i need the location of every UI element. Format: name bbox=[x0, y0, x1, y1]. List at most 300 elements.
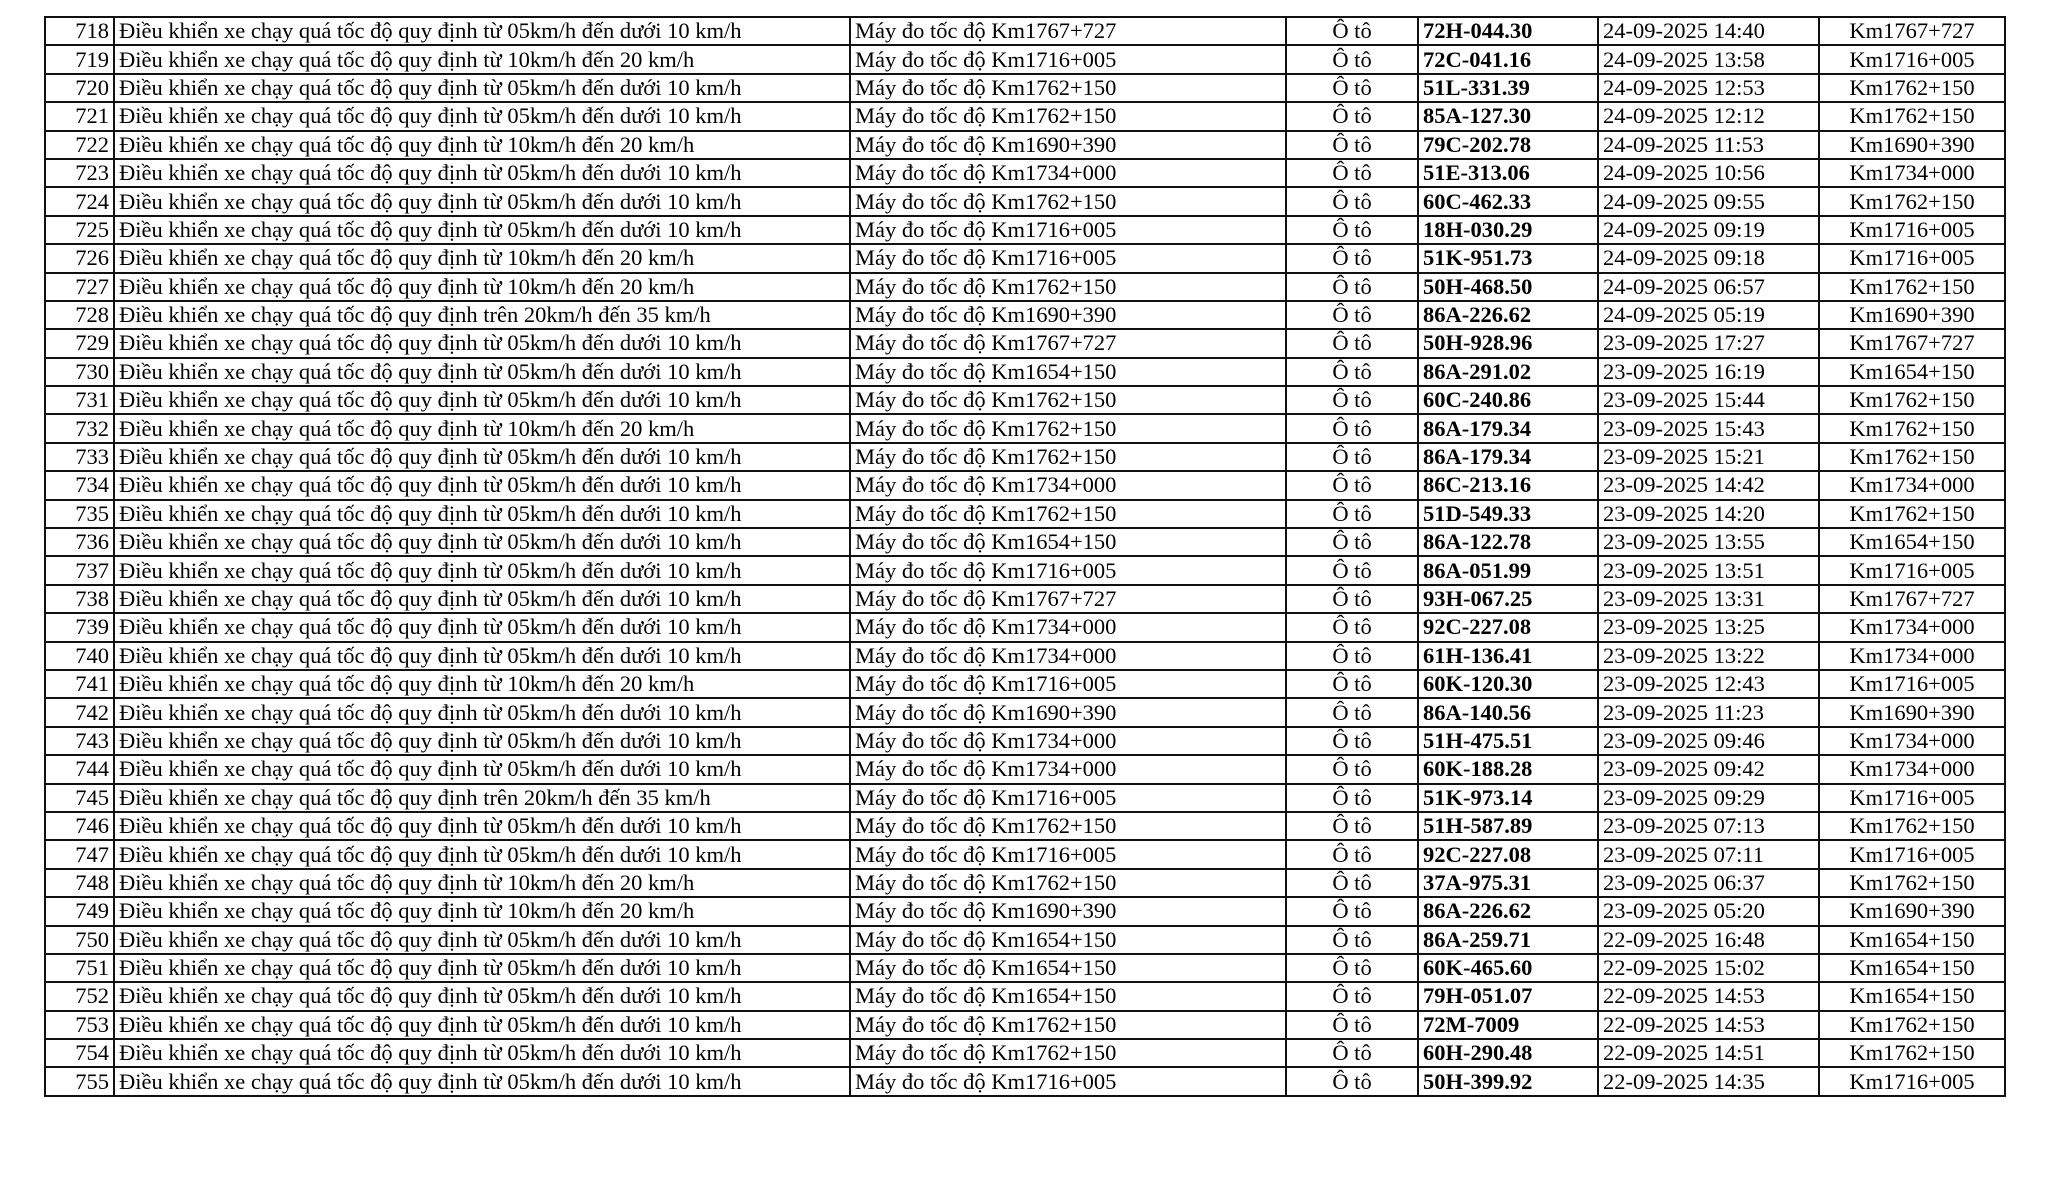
license-plate: 86A-179.34 bbox=[1418, 414, 1598, 442]
violation-location: Km1767+727 bbox=[1819, 329, 2005, 357]
table-row bbox=[45, 74, 2005, 102]
detection-device: Máy đo tốc độ Km1762+150 bbox=[850, 443, 1286, 471]
violation-description: Điều khiển xe chạy quá tốc độ quy định từ 05km/h đến dưới 10 km/h bbox=[114, 1067, 850, 1095]
violation-time: 23-09-2025 16:19 bbox=[1598, 358, 1819, 386]
detection-device: Máy đo tốc độ Km1716+005 bbox=[850, 840, 1286, 868]
violation-location: Km1762+150 bbox=[1819, 386, 2005, 414]
violation-location: Km1767+727 bbox=[1819, 17, 2005, 45]
detection-device: Máy đo tốc độ Km1762+150 bbox=[850, 1011, 1286, 1039]
license-plate: 86A-226.62 bbox=[1418, 897, 1598, 925]
license-plate: 79C-202.78 bbox=[1418, 131, 1598, 159]
table-row bbox=[45, 812, 2005, 840]
row-number: 752 bbox=[45, 982, 114, 1010]
vehicle-type: Ô tô bbox=[1286, 244, 1418, 272]
table-row bbox=[45, 187, 2005, 215]
table-row bbox=[45, 727, 2005, 755]
table-row bbox=[45, 159, 2005, 187]
violation-location: Km1654+150 bbox=[1819, 954, 2005, 982]
violation-location: Km1734+000 bbox=[1819, 642, 2005, 670]
violation-location: Km1716+005 bbox=[1819, 784, 2005, 812]
table-row bbox=[45, 500, 2005, 528]
row-number: 751 bbox=[45, 954, 114, 982]
violation-description: Điều khiển xe chạy quá tốc độ quy định từ 05km/h đến dưới 10 km/h bbox=[114, 102, 850, 130]
row-number: 726 bbox=[45, 244, 114, 272]
table-row bbox=[45, 358, 2005, 386]
violation-location: Km1762+150 bbox=[1819, 869, 2005, 897]
violation-description: Điều khiển xe chạy quá tốc độ quy định từ 05km/h đến dưới 10 km/h bbox=[114, 500, 850, 528]
vehicle-type: Ô tô bbox=[1286, 216, 1418, 244]
violation-time: 23-09-2025 09:42 bbox=[1598, 755, 1819, 783]
table-row bbox=[45, 840, 2005, 868]
detection-device: Máy đo tốc độ Km1654+150 bbox=[850, 954, 1286, 982]
license-plate: 51E-313.06 bbox=[1418, 159, 1598, 187]
violation-location: Km1762+150 bbox=[1819, 187, 2005, 215]
table-row bbox=[45, 386, 2005, 414]
table-row bbox=[45, 642, 2005, 670]
vehicle-type: Ô tô bbox=[1286, 869, 1418, 897]
row-number: 740 bbox=[45, 642, 114, 670]
detection-device: Máy đo tốc độ Km1716+005 bbox=[850, 784, 1286, 812]
violation-time: 23-09-2025 13:22 bbox=[1598, 642, 1819, 670]
violation-time: 23-09-2025 13:55 bbox=[1598, 528, 1819, 556]
violation-description: Điều khiển xe chạy quá tốc độ quy định từ 10km/h đến 20 km/h bbox=[114, 869, 850, 897]
violation-location: Km1690+390 bbox=[1819, 131, 2005, 159]
vehicle-type: Ô tô bbox=[1286, 954, 1418, 982]
detection-device: Máy đo tốc độ Km1690+390 bbox=[850, 698, 1286, 726]
row-number: 749 bbox=[45, 897, 114, 925]
vehicle-type: Ô tô bbox=[1286, 698, 1418, 726]
table-row bbox=[45, 273, 2005, 301]
violation-time: 22-09-2025 14:53 bbox=[1598, 1011, 1819, 1039]
table-body bbox=[45, 17, 2005, 1096]
row-number: 744 bbox=[45, 755, 114, 783]
vehicle-type: Ô tô bbox=[1286, 926, 1418, 954]
violation-time: 24-09-2025 06:57 bbox=[1598, 273, 1819, 301]
violation-location: Km1716+005 bbox=[1819, 216, 2005, 244]
detection-device: Máy đo tốc độ Km1762+150 bbox=[850, 273, 1286, 301]
license-plate: 60K-465.60 bbox=[1418, 954, 1598, 982]
row-number: 729 bbox=[45, 329, 114, 357]
violation-description: Điều khiển xe chạy quá tốc độ quy định từ 05km/h đến dưới 10 km/h bbox=[114, 926, 850, 954]
table-row bbox=[45, 244, 2005, 272]
table-row bbox=[45, 897, 2005, 925]
violation-time: 23-09-2025 13:31 bbox=[1598, 585, 1819, 613]
vehicle-type: Ô tô bbox=[1286, 443, 1418, 471]
vehicle-type: Ô tô bbox=[1286, 1011, 1418, 1039]
license-plate: 60K-188.28 bbox=[1418, 755, 1598, 783]
table-row bbox=[45, 1011, 2005, 1039]
violation-time: 23-09-2025 14:42 bbox=[1598, 471, 1819, 499]
violation-description: Điều khiển xe chạy quá tốc độ quy định từ 05km/h đến dưới 10 km/h bbox=[114, 812, 850, 840]
table-row bbox=[45, 613, 2005, 641]
violation-location: Km1654+150 bbox=[1819, 358, 2005, 386]
violation-time: 23-09-2025 11:23 bbox=[1598, 698, 1819, 726]
violation-description: Điều khiển xe chạy quá tốc độ quy định từ 05km/h đến dưới 10 km/h bbox=[114, 216, 850, 244]
license-plate: 51H-587.89 bbox=[1418, 812, 1598, 840]
violation-location: Km1762+150 bbox=[1819, 74, 2005, 102]
vehicle-type: Ô tô bbox=[1286, 1067, 1418, 1095]
row-number: 738 bbox=[45, 585, 114, 613]
violation-description: Điều khiển xe chạy quá tốc độ quy định từ 05km/h đến dưới 10 km/h bbox=[114, 329, 850, 357]
violation-description: Điều khiển xe chạy quá tốc độ quy định từ 05km/h đến dưới 10 km/h bbox=[114, 755, 850, 783]
license-plate: 86A-226.62 bbox=[1418, 301, 1598, 329]
violation-location: Km1654+150 bbox=[1819, 926, 2005, 954]
violation-location: Km1734+000 bbox=[1819, 159, 2005, 187]
violation-location: Km1734+000 bbox=[1819, 471, 2005, 499]
violation-description: Điều khiển xe chạy quá tốc độ quy định từ 05km/h đến dưới 10 km/h bbox=[114, 698, 850, 726]
row-number: 754 bbox=[45, 1039, 114, 1067]
vehicle-type: Ô tô bbox=[1286, 727, 1418, 755]
license-plate: 86A-051.99 bbox=[1418, 556, 1598, 584]
violation-time: 23-09-2025 07:13 bbox=[1598, 812, 1819, 840]
violation-description: Điều khiển xe chạy quá tốc độ quy định từ 10km/h đến 20 km/h bbox=[114, 273, 850, 301]
license-plate: 92C-227.08 bbox=[1418, 613, 1598, 641]
row-number: 742 bbox=[45, 698, 114, 726]
violation-location: Km1690+390 bbox=[1819, 301, 2005, 329]
detection-device: Máy đo tốc độ Km1654+150 bbox=[850, 926, 1286, 954]
detection-device: Máy đo tốc độ Km1690+390 bbox=[850, 301, 1286, 329]
vehicle-type: Ô tô bbox=[1286, 1039, 1418, 1067]
violation-time: 24-09-2025 12:53 bbox=[1598, 74, 1819, 102]
table-row bbox=[45, 329, 2005, 357]
violation-description: Điều khiển xe chạy quá tốc độ quy định từ 05km/h đến dưới 10 km/h bbox=[114, 74, 850, 102]
violation-time: 23-09-2025 13:25 bbox=[1598, 613, 1819, 641]
row-number: 735 bbox=[45, 500, 114, 528]
table-row bbox=[45, 585, 2005, 613]
vehicle-type: Ô tô bbox=[1286, 528, 1418, 556]
detection-device: Máy đo tốc độ Km1762+150 bbox=[850, 500, 1286, 528]
detection-device: Máy đo tốc độ Km1762+150 bbox=[850, 102, 1286, 130]
violation-description: Điều khiển xe chạy quá tốc độ quy định từ 05km/h đến dưới 10 km/h bbox=[114, 386, 850, 414]
violation-time: 23-09-2025 15:43 bbox=[1598, 414, 1819, 442]
vehicle-type: Ô tô bbox=[1286, 755, 1418, 783]
violation-time: 23-09-2025 14:20 bbox=[1598, 500, 1819, 528]
vehicle-type: Ô tô bbox=[1286, 358, 1418, 386]
vehicle-type: Ô tô bbox=[1286, 613, 1418, 641]
violation-time: 23-09-2025 17:27 bbox=[1598, 329, 1819, 357]
row-number: 755 bbox=[45, 1067, 114, 1095]
violation-description: Điều khiển xe chạy quá tốc độ quy định từ 05km/h đến dưới 10 km/h bbox=[114, 358, 850, 386]
license-plate: 86A-291.02 bbox=[1418, 358, 1598, 386]
violation-description: Điều khiển xe chạy quá tốc độ quy định từ 10km/h đến 20 km/h bbox=[114, 45, 850, 73]
detection-device: Máy đo tốc độ Km1716+005 bbox=[850, 216, 1286, 244]
vehicle-type: Ô tô bbox=[1286, 45, 1418, 73]
table-row bbox=[45, 869, 2005, 897]
vehicle-type: Ô tô bbox=[1286, 187, 1418, 215]
violation-description: Điều khiển xe chạy quá tốc độ quy định từ 05km/h đến dưới 10 km/h bbox=[114, 159, 850, 187]
vehicle-type: Ô tô bbox=[1286, 585, 1418, 613]
violation-location: Km1734+000 bbox=[1819, 727, 2005, 755]
license-plate: 51H-475.51 bbox=[1418, 727, 1598, 755]
violation-time: 24-09-2025 12:12 bbox=[1598, 102, 1819, 130]
violation-description: Điều khiển xe chạy quá tốc độ quy định từ 10km/h đến 20 km/h bbox=[114, 670, 850, 698]
row-number: 733 bbox=[45, 443, 114, 471]
license-plate: 86A-179.34 bbox=[1418, 443, 1598, 471]
violation-description: Điều khiển xe chạy quá tốc độ quy định từ 05km/h đến dưới 10 km/h bbox=[114, 187, 850, 215]
detection-device: Máy đo tốc độ Km1716+005 bbox=[850, 244, 1286, 272]
violation-description: Điều khiển xe chạy quá tốc độ quy định từ 05km/h đến dưới 10 km/h bbox=[114, 1011, 850, 1039]
license-plate: 50H-399.92 bbox=[1418, 1067, 1598, 1095]
table-row bbox=[45, 414, 2005, 442]
violation-description: Điều khiển xe chạy quá tốc độ quy định từ 05km/h đến dưới 10 km/h bbox=[114, 443, 850, 471]
row-number: 724 bbox=[45, 187, 114, 215]
violation-description: Điều khiển xe chạy quá tốc độ quy định từ 10km/h đến 20 km/h bbox=[114, 131, 850, 159]
row-number: 722 bbox=[45, 131, 114, 159]
row-number: 748 bbox=[45, 869, 114, 897]
vehicle-type: Ô tô bbox=[1286, 840, 1418, 868]
row-number: 736 bbox=[45, 528, 114, 556]
violation-time: 22-09-2025 14:35 bbox=[1598, 1067, 1819, 1095]
row-number: 718 bbox=[45, 17, 114, 45]
violation-time: 23-09-2025 07:11 bbox=[1598, 840, 1819, 868]
violation-time: 23-09-2025 09:46 bbox=[1598, 727, 1819, 755]
vehicle-type: Ô tô bbox=[1286, 159, 1418, 187]
detection-device: Máy đo tốc độ Km1734+000 bbox=[850, 642, 1286, 670]
detection-device: Máy đo tốc độ Km1734+000 bbox=[850, 471, 1286, 499]
violation-description: Điều khiển xe chạy quá tốc độ quy định từ 10km/h đến 20 km/h bbox=[114, 897, 850, 925]
detection-device: Máy đo tốc độ Km1762+150 bbox=[850, 1039, 1286, 1067]
license-plate: 92C-227.08 bbox=[1418, 840, 1598, 868]
row-number: 731 bbox=[45, 386, 114, 414]
row-number: 737 bbox=[45, 556, 114, 584]
violation-location: Km1716+005 bbox=[1819, 670, 2005, 698]
row-number: 734 bbox=[45, 471, 114, 499]
detection-device: Máy đo tốc độ Km1767+727 bbox=[850, 17, 1286, 45]
detection-device: Máy đo tốc độ Km1716+005 bbox=[850, 670, 1286, 698]
violation-location: Km1762+150 bbox=[1819, 443, 2005, 471]
row-number: 727 bbox=[45, 273, 114, 301]
vehicle-type: Ô tô bbox=[1286, 670, 1418, 698]
table-row bbox=[45, 784, 2005, 812]
table-row bbox=[45, 301, 2005, 329]
violation-time: 24-09-2025 05:19 bbox=[1598, 301, 1819, 329]
violation-description: Điều khiển xe chạy quá tốc độ quy định từ 05km/h đến dưới 10 km/h bbox=[114, 613, 850, 641]
license-plate: 60H-290.48 bbox=[1418, 1039, 1598, 1067]
vehicle-type: Ô tô bbox=[1286, 273, 1418, 301]
detection-device: Máy đo tốc độ Km1767+727 bbox=[850, 329, 1286, 357]
violation-location: Km1734+000 bbox=[1819, 613, 2005, 641]
violation-time: 24-09-2025 13:58 bbox=[1598, 45, 1819, 73]
violation-location: Km1690+390 bbox=[1819, 698, 2005, 726]
violation-location: Km1762+150 bbox=[1819, 1011, 2005, 1039]
vehicle-type: Ô tô bbox=[1286, 131, 1418, 159]
detection-device: Máy đo tốc độ Km1762+150 bbox=[850, 187, 1286, 215]
violation-location: Km1716+005 bbox=[1819, 244, 2005, 272]
detection-device: Máy đo tốc độ Km1716+005 bbox=[850, 556, 1286, 584]
violation-location: Km1716+005 bbox=[1819, 1067, 2005, 1095]
vehicle-type: Ô tô bbox=[1286, 329, 1418, 357]
vehicle-type: Ô tô bbox=[1286, 982, 1418, 1010]
violation-location: Km1762+150 bbox=[1819, 500, 2005, 528]
row-number: 728 bbox=[45, 301, 114, 329]
violation-description: Điều khiển xe chạy quá tốc độ quy định từ 05km/h đến dưới 10 km/h bbox=[114, 528, 850, 556]
violation-time: 24-09-2025 11:53 bbox=[1598, 131, 1819, 159]
row-number: 721 bbox=[45, 102, 114, 130]
violation-time: 23-09-2025 15:21 bbox=[1598, 443, 1819, 471]
license-plate: 86C-213.16 bbox=[1418, 471, 1598, 499]
detection-device: Máy đo tốc độ Km1734+000 bbox=[850, 159, 1286, 187]
violation-description: Điều khiển xe chạy quá tốc độ quy định từ 05km/h đến dưới 10 km/h bbox=[114, 982, 850, 1010]
table-row bbox=[45, 556, 2005, 584]
violation-time: 24-09-2025 09:19 bbox=[1598, 216, 1819, 244]
license-plate: 50H-928.96 bbox=[1418, 329, 1598, 357]
table-row bbox=[45, 926, 2005, 954]
table-row bbox=[45, 471, 2005, 499]
table-row bbox=[45, 45, 2005, 73]
table-row bbox=[45, 982, 2005, 1010]
license-plate: 60C-240.86 bbox=[1418, 386, 1598, 414]
table-row bbox=[45, 17, 2005, 45]
violation-time: 23-09-2025 13:51 bbox=[1598, 556, 1819, 584]
violation-description: Điều khiển xe chạy quá tốc độ quy định từ 05km/h đến dưới 10 km/h bbox=[114, 954, 850, 982]
detection-device: Máy đo tốc độ Km1762+150 bbox=[850, 812, 1286, 840]
table-row bbox=[45, 216, 2005, 244]
detection-device: Máy đo tốc độ Km1762+150 bbox=[850, 74, 1286, 102]
violation-description: Điều khiển xe chạy quá tốc độ quy định từ 05km/h đến dưới 10 km/h bbox=[114, 585, 850, 613]
table-row bbox=[45, 670, 2005, 698]
violation-description: Điều khiển xe chạy quá tốc độ quy định trên 20km/h đến 35 km/h bbox=[114, 301, 850, 329]
detection-device: Máy đo tốc độ Km1762+150 bbox=[850, 869, 1286, 897]
violation-location: Km1762+150 bbox=[1819, 414, 2005, 442]
row-number: 719 bbox=[45, 45, 114, 73]
vehicle-type: Ô tô bbox=[1286, 414, 1418, 442]
violation-description: Điều khiển xe chạy quá tốc độ quy định từ 05km/h đến dưới 10 km/h bbox=[114, 727, 850, 755]
vehicle-type: Ô tô bbox=[1286, 17, 1418, 45]
table-row bbox=[45, 131, 2005, 159]
row-number: 723 bbox=[45, 159, 114, 187]
violation-description: Điều khiển xe chạy quá tốc độ quy định từ 05km/h đến dưới 10 km/h bbox=[114, 556, 850, 584]
table-row bbox=[45, 528, 2005, 556]
violation-location: Km1716+005 bbox=[1819, 840, 2005, 868]
vehicle-type: Ô tô bbox=[1286, 500, 1418, 528]
violation-location: Km1654+150 bbox=[1819, 528, 2005, 556]
row-number: 750 bbox=[45, 926, 114, 954]
violation-location: Km1654+150 bbox=[1819, 982, 2005, 1010]
license-plate: 72C-041.16 bbox=[1418, 45, 1598, 73]
violation-time: 22-09-2025 16:48 bbox=[1598, 926, 1819, 954]
document-page bbox=[44, 16, 2004, 1097]
license-plate: 60C-462.33 bbox=[1418, 187, 1598, 215]
license-plate: 72H-044.30 bbox=[1418, 17, 1598, 45]
license-plate: 50H-468.50 bbox=[1418, 273, 1598, 301]
detection-device: Máy đo tốc độ Km1716+005 bbox=[850, 45, 1286, 73]
violation-location: Km1767+727 bbox=[1819, 585, 2005, 613]
violation-location: Km1716+005 bbox=[1819, 556, 2005, 584]
detection-device: Máy đo tốc độ Km1654+150 bbox=[850, 982, 1286, 1010]
violation-description: Điều khiển xe chạy quá tốc độ quy định từ 05km/h đến dưới 10 km/h bbox=[114, 840, 850, 868]
violation-time: 24-09-2025 09:18 bbox=[1598, 244, 1819, 272]
license-plate: 86A-259.71 bbox=[1418, 926, 1598, 954]
violation-description: Điều khiển xe chạy quá tốc độ quy định từ 10km/h đến 20 km/h bbox=[114, 414, 850, 442]
violation-description: Điều khiển xe chạy quá tốc độ quy định từ 10km/h đến 20 km/h bbox=[114, 244, 850, 272]
license-plate: 85A-127.30 bbox=[1418, 102, 1598, 130]
violation-table bbox=[44, 16, 2006, 1097]
detection-device: Máy đo tốc độ Km1734+000 bbox=[850, 727, 1286, 755]
violation-location: Km1762+150 bbox=[1819, 1039, 2005, 1067]
violation-time: 24-09-2025 14:40 bbox=[1598, 17, 1819, 45]
table-row bbox=[45, 954, 2005, 982]
violation-time: 23-09-2025 15:44 bbox=[1598, 386, 1819, 414]
violation-description: Điều khiển xe chạy quá tốc độ quy định từ 05km/h đến dưới 10 km/h bbox=[114, 1039, 850, 1067]
license-plate: 86A-122.78 bbox=[1418, 528, 1598, 556]
license-plate: 51L-331.39 bbox=[1418, 74, 1598, 102]
row-number: 730 bbox=[45, 358, 114, 386]
vehicle-type: Ô tô bbox=[1286, 812, 1418, 840]
violation-location: Km1762+150 bbox=[1819, 812, 2005, 840]
row-number: 747 bbox=[45, 840, 114, 868]
row-number: 746 bbox=[45, 812, 114, 840]
license-plate: 61H-136.41 bbox=[1418, 642, 1598, 670]
violation-description: Điều khiển xe chạy quá tốc độ quy định trên 20km/h đến 35 km/h bbox=[114, 784, 850, 812]
vehicle-type: Ô tô bbox=[1286, 784, 1418, 812]
detection-device: Máy đo tốc độ Km1762+150 bbox=[850, 386, 1286, 414]
violation-time: 22-09-2025 14:51 bbox=[1598, 1039, 1819, 1067]
violation-location: Km1762+150 bbox=[1819, 273, 2005, 301]
table-row bbox=[45, 1039, 2005, 1067]
table-row bbox=[45, 755, 2005, 783]
detection-device: Máy đo tốc độ Km1734+000 bbox=[850, 755, 1286, 783]
vehicle-type: Ô tô bbox=[1286, 386, 1418, 414]
row-number: 753 bbox=[45, 1011, 114, 1039]
violation-description: Điều khiển xe chạy quá tốc độ quy định từ 05km/h đến dưới 10 km/h bbox=[114, 471, 850, 499]
license-plate: 72M-7009 bbox=[1418, 1011, 1598, 1039]
vehicle-type: Ô tô bbox=[1286, 897, 1418, 925]
license-plate: 93H-067.25 bbox=[1418, 585, 1598, 613]
vehicle-type: Ô tô bbox=[1286, 74, 1418, 102]
violation-location: Km1690+390 bbox=[1819, 897, 2005, 925]
violation-time: 23-09-2025 06:37 bbox=[1598, 869, 1819, 897]
detection-device: Máy đo tốc độ Km1716+005 bbox=[850, 1067, 1286, 1095]
violation-time: 22-09-2025 14:53 bbox=[1598, 982, 1819, 1010]
table-row bbox=[45, 698, 2005, 726]
row-number: 743 bbox=[45, 727, 114, 755]
detection-device: Máy đo tốc độ Km1767+727 bbox=[850, 585, 1286, 613]
violation-description: Điều khiển xe chạy quá tốc độ quy định từ 05km/h đến dưới 10 km/h bbox=[114, 17, 850, 45]
license-plate: 79H-051.07 bbox=[1418, 982, 1598, 1010]
detection-device: Máy đo tốc độ Km1762+150 bbox=[850, 414, 1286, 442]
violation-location: Km1716+005 bbox=[1819, 45, 2005, 73]
violation-time: 24-09-2025 09:55 bbox=[1598, 187, 1819, 215]
license-plate: 86A-140.56 bbox=[1418, 698, 1598, 726]
license-plate: 51K-973.14 bbox=[1418, 784, 1598, 812]
violation-time: 23-09-2025 05:20 bbox=[1598, 897, 1819, 925]
vehicle-type: Ô tô bbox=[1286, 471, 1418, 499]
violation-time: 24-09-2025 10:56 bbox=[1598, 159, 1819, 187]
violation-time: 23-09-2025 09:29 bbox=[1598, 784, 1819, 812]
violation-location: Km1734+000 bbox=[1819, 755, 2005, 783]
violation-location: Km1762+150 bbox=[1819, 102, 2005, 130]
row-number: 725 bbox=[45, 216, 114, 244]
license-plate: 60K-120.30 bbox=[1418, 670, 1598, 698]
row-number: 732 bbox=[45, 414, 114, 442]
detection-device: Máy đo tốc độ Km1734+000 bbox=[850, 613, 1286, 641]
license-plate: 51K-951.73 bbox=[1418, 244, 1598, 272]
violation-time: 23-09-2025 12:43 bbox=[1598, 670, 1819, 698]
row-number: 720 bbox=[45, 74, 114, 102]
violation-time: 22-09-2025 15:02 bbox=[1598, 954, 1819, 982]
row-number: 739 bbox=[45, 613, 114, 641]
row-number: 741 bbox=[45, 670, 114, 698]
vehicle-type: Ô tô bbox=[1286, 556, 1418, 584]
vehicle-type: Ô tô bbox=[1286, 102, 1418, 130]
violation-description: Điều khiển xe chạy quá tốc độ quy định từ 05km/h đến dưới 10 km/h bbox=[114, 642, 850, 670]
table-row bbox=[45, 443, 2005, 471]
detection-device: Máy đo tốc độ Km1690+390 bbox=[850, 897, 1286, 925]
table-row bbox=[45, 102, 2005, 130]
table-row bbox=[45, 1067, 2005, 1095]
vehicle-type: Ô tô bbox=[1286, 642, 1418, 670]
license-plate: 18H-030.29 bbox=[1418, 216, 1598, 244]
